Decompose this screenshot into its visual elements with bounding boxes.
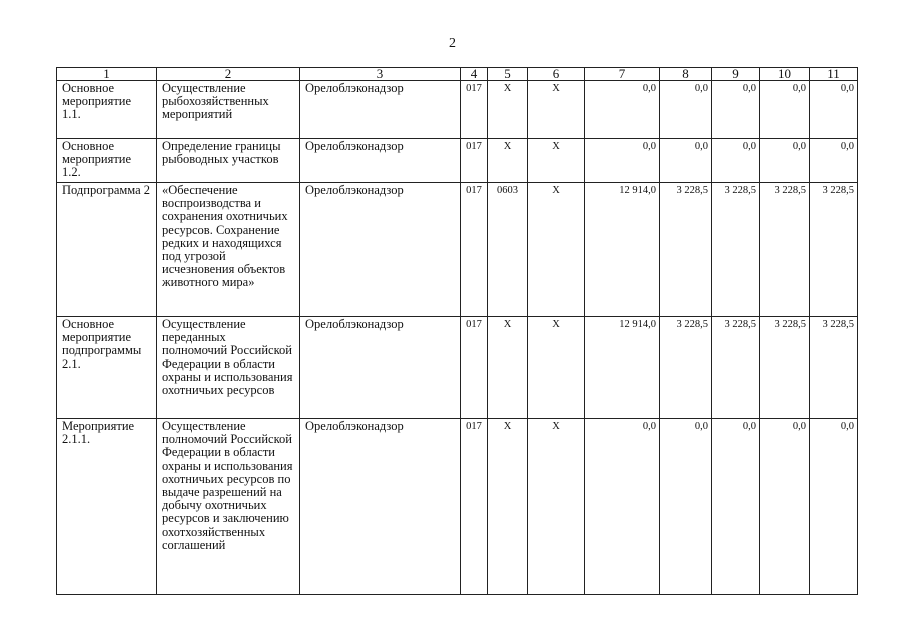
row-year-value: 0,0 [810,139,858,183]
row-year-value: 0,0 [660,81,712,139]
row-year-value: 0,0 [712,419,760,595]
row-target: Х [528,81,585,139]
row-executor: Орелоблэконадзор [300,183,461,317]
row-year-value: 0,0 [760,419,810,595]
row-description: Осуществление рыбохозяйственных мероприятий [157,81,300,139]
row-section: Х [488,317,528,419]
row-year-value: 0,0 [810,419,858,595]
header-cell: 6 [528,68,585,81]
page-number: 2 [449,36,456,51]
row-executor: Орелоблэконадзор [300,81,461,139]
table-row [57,317,858,419]
row-year-value: 0,0 [660,419,712,595]
row-year-value: 3 228,5 [760,183,810,317]
row-description: Осуществление переданных полномочий Российской Федерации в области охраны и использования охотничьих ресурсов [157,317,300,419]
row-executor: Орелоблэконадзор [300,317,461,419]
row-code: 017 [461,139,488,183]
header-cell: 5 [488,68,528,81]
header-cell: 8 [660,68,712,81]
row-year-value: 0,0 [760,139,810,183]
row-name: Мероприятие 2.1.1. [57,419,157,595]
row-year-value: 3 228,5 [712,183,760,317]
row-code: 017 [461,183,488,317]
row-section: Х [488,419,528,595]
header-row [57,68,858,81]
row-year-value: 0,0 [660,139,712,183]
table-row [57,81,858,139]
row-year-value: 3 228,5 [810,317,858,419]
row-year-value: 0,0 [810,81,858,139]
row-code: 017 [461,419,488,595]
row-total: 12 914,0 [585,183,660,317]
header-cell: 2 [157,68,300,81]
row-section: Х [488,139,528,183]
row-year-value: 0,0 [712,81,760,139]
header-cell: 10 [760,68,810,81]
row-name: Подпрограмма 2 [57,183,157,317]
row-name: Основное мероприятие 1.2. [57,139,157,183]
row-section: Х [488,81,528,139]
row-executor: Орелоблэконадзор [300,419,461,595]
header-cell: 4 [461,68,488,81]
row-code: 017 [461,81,488,139]
row-name: Основное мероприятие подпрограммы 2.1. [57,317,157,419]
row-description: Осуществление полномочий Российской Федерации в области охраны и использования охотничьих ресурсов по выдаче разрешений на добычу охотничьих ресурсов и заключению охотхозяйственных соглашений [157,419,300,595]
row-target: Х [528,183,585,317]
row-section: 0603 [488,183,528,317]
header-cell: 11 [810,68,858,81]
row-year-value: 0,0 [712,139,760,183]
row-total: 12 914,0 [585,317,660,419]
header-cell: 7 [585,68,660,81]
row-year-value: 0,0 [760,81,810,139]
row-code: 017 [461,317,488,419]
header-cell: 9 [712,68,760,81]
row-target: Х [528,139,585,183]
table-row [57,139,858,183]
table-row [57,183,858,317]
row-total: 0,0 [585,81,660,139]
row-target: Х [528,419,585,595]
row-executor: Орелоблэконадзор [300,139,461,183]
table-row [57,419,858,595]
row-total: 0,0 [585,419,660,595]
row-year-value: 3 228,5 [712,317,760,419]
row-name: Основное мероприятие 1.1. [57,81,157,139]
row-year-value: 3 228,5 [810,183,858,317]
budget-table [56,67,858,595]
row-year-value: 3 228,5 [760,317,810,419]
row-target: Х [528,317,585,419]
row-year-value: 3 228,5 [660,317,712,419]
row-description: Определение границы рыбоводных участков [157,139,300,183]
header-cell: 3 [300,68,461,81]
row-total: 0,0 [585,139,660,183]
header-cell: 1 [57,68,157,81]
row-year-value: 3 228,5 [660,183,712,317]
row-description: «Обеспечение воспроизводства и сохранения охотничьих ресурсов. Сохранение редких и находящихся под угрозой исчезновения объектов животного мира» [157,183,300,317]
